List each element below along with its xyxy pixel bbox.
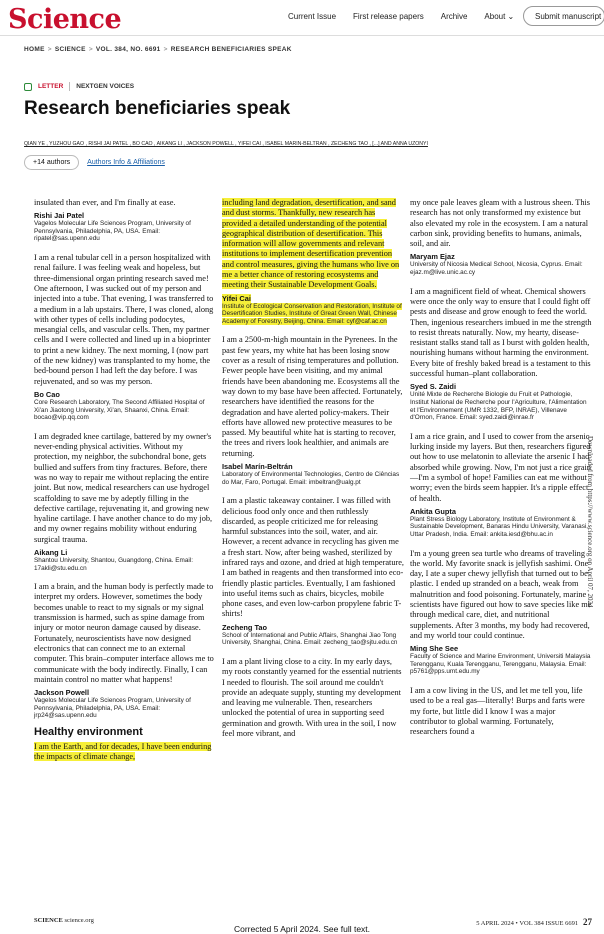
letter-text: I'm a young green sea turtle who dreams of traveling the world. My favorite snack is jellyfish sashimi. One day, I ate a super chewy jellyfish that turned out to be plastic. I ended up stranded on a beach, weak from malnutrition and food poisoning. Fortunately, marine scientists have figured out how to save species like me through medical care, diet, and nutritional supplements. After 3 months, my body had recovered, and my world tour could continue. bbox=[410, 548, 592, 640]
author-affiliation: Plant Stress Biology Laboratory, Institute of Environment & Sustainable Development, Banaras Hindu University, Varanasi, Uttar Pradesh, India. Email: ankita.iesd@bhu.ac.in bbox=[410, 515, 589, 538]
tag-divider bbox=[69, 82, 70, 91]
page-number: 27 bbox=[583, 917, 592, 927]
crumb-volume[interactable]: VOL. 384, NO. 6691 bbox=[95, 46, 161, 53]
letter-text: I am degraded knee cartilage, battered by my owner's never-ending physical activities. Without my protection, my neighbor, the subchondral bone, gets bullied and suffers from tiny fractures. Before, there was no way to repair me without replacing the entire joint. But now, medical researchers can use hydrogel scaffolding to save me by adeptly filling in the defective cartilage, rejuvenating it, and growing new hyaline cartilage. I have another chance to do my job, and my owner regains mobility without enduring surgical trauma. bbox=[34, 431, 213, 544]
author-name: Zecheng Tao bbox=[222, 622, 268, 632]
letter-text: I am a cow living in the US, and let me tell you, life used to be a real gas—literally! Burps and farts were my forte, but little did I know I was a major contributor to global warming. Fortunately, researchers found a bbox=[410, 686, 585, 737]
open-access-lock-icon bbox=[24, 83, 32, 91]
crumb-article: RESEARCH BENEFICIARIES SPEAK bbox=[170, 46, 292, 53]
author-name: Isabel Marín-Beltrán bbox=[222, 462, 293, 472]
science-logo[interactable]: Science bbox=[8, 4, 122, 35]
affiliations-link[interactable]: Authors Info & Affiliations bbox=[87, 159, 165, 166]
highlighted-text: including land degradation, desertification, and sand and dust storms. Thankfully, new research has provided a detailed understanding of the potential geographical distribution of desertification. This information will allow governments and relevant institutions to implement desertification prevention and control measures, giving the humans who live on me a better chance of restoring ecosystems and meeting their Sustainable Development Goals. bbox=[222, 198, 400, 290]
article-tags bbox=[24, 82, 134, 91]
highlighted-text: I am the Earth, and for decades, I have been enduring the impacts of climate change, bbox=[34, 741, 212, 762]
article-type: LETTER bbox=[38, 83, 64, 90]
author-name: Ankita Gupta bbox=[410, 506, 456, 516]
author-list[interactable]: QIAN YE , YUZHOU GAO , RISHI JAI PATEL , BO CAO , AIKANG LI , JACKSON POWELL , YIFEI CAI , ISABEL MARÍN-BELTRÁN , ZECHENG TAO , [...] AND ANNA UZONYI bbox=[24, 141, 428, 147]
nav-links bbox=[288, 12, 514, 21]
author-affiliation: Unité Mixte de Recherche Biologie du Fruit et Pathologie, Institut National de Recherche pour l'Agriculture, l'Alimentation et l'Environnement (UMR 1332, BFP, INRAE), Villenave d'Ornon, France. Email: syed.zaidi@inrae.fr bbox=[410, 391, 587, 422]
author-name: Rishi Jai Patel bbox=[34, 211, 85, 221]
page-title: Research beneficiaries speak bbox=[24, 98, 291, 119]
column-2 bbox=[222, 198, 404, 739]
nav-current-issue[interactable]: Current Issue bbox=[288, 12, 337, 21]
article-series[interactable]: NEXTGEN VOICES bbox=[76, 83, 135, 90]
author-name: Jackson Powell bbox=[34, 688, 90, 698]
top-nav bbox=[0, 0, 604, 36]
letter-text: I am a 2500-m-high mountain in the Pyrenees. In the past few years, my white hat has been losing snow cover as a result of rising temperatures and pollution. Fewer people have been visiting, and my animal friends have been abandoning me. Ecosystems all the way down to my base have been affected. Fortunately, researchers have identified the reasons for the degradation and have alerted policy-makers. Their efforts have allowed new protective measures to be passed. My beautiful white hat is starting to recover, the trees and rivers look healthier, and animals are returning. bbox=[222, 335, 403, 458]
section-heading: Healthy environment bbox=[34, 725, 143, 738]
breadcrumb: HOME > SCIENCE > VOL. 384, NO. 6691 > RESEARCH BENEFICIARIES SPEAK bbox=[24, 46, 292, 53]
author-affiliation: Vagelos Molecular Life Sciences Program, University of Pennsylvania, Philadelphia, PA, USA. Email: jrp24@sas.upenn.edu bbox=[34, 697, 191, 720]
crumb-science[interactable]: SCIENCE bbox=[54, 46, 86, 53]
author-affiliation: Vagelos Molecular Life Sciences Program, University of Pennsylvania, Philadelphia, PA, USA. Email: ripatel@sas.upenn.edu bbox=[34, 220, 191, 243]
column-1 bbox=[34, 198, 216, 763]
correction-notice: Corrected 5 April 2024. See full text. bbox=[233, 924, 371, 934]
author-controls bbox=[24, 155, 165, 170]
nav-archive[interactable]: Archive bbox=[440, 12, 468, 21]
letter-text: I am a plastic takeaway container. I was filled with delicious food only once and then ruthlessly discarded, as people criticized me for releasing harmful substances into the soil, water, and air. However, a recent advance in recycling has given me a fresh start. Now, after being washed, sterilized by infrared rays and ozone, and dried at high temperature, I am bathed in reagents and then transformed into eco-friendly plastic particles. Eventually, I am fashioned into useful items such as chairs, bicycles, mobile phone cases, and even low-carbon propylene fabric T-shirts! bbox=[222, 496, 404, 619]
author-affiliation: School of International and Public Affairs, Shanghai Jiao Tong University, Shanghai, China. Email: zecheng_tao@sjtu.edu.cn bbox=[222, 631, 398, 647]
author-name: Aikang Li bbox=[34, 547, 68, 557]
author-affiliation: Core Research Laboratory, The Second Affiliated Hospital of Xi'an Jiaotong University, Xi'an, Shaanxi, China. Email: bocao@vip.qq.com bbox=[34, 398, 205, 422]
footer-site: science.org bbox=[64, 917, 94, 924]
letter-text: I am a brain, and the human body is perfectly made to interpret my orders. However, sometimes the body becomes unable to react to my signals or my signal transmission is harmed, such as spine damage from injury or motor neuron damage caused by disease. Fortunately, neuroscientists have now designed electronics that can connect me to an external computer. This brain–computer interface allows me to communicate with the body indirectly. Finally, I can maintain control no matter what happens! bbox=[34, 582, 214, 684]
footer-date: 5 APRIL 2024 • VOL 384 ISSUE 6691 bbox=[476, 920, 579, 927]
nav-about[interactable]: About ⌄ bbox=[484, 12, 515, 21]
author-name: Yifei Cai bbox=[222, 293, 251, 303]
letter-text: I am a plant living close to a city. In my early days, my roots constantly yearned for the essential nutrients I needed to flourish. The soil around me couldn't provide an adequate supply, stunting my development and leaving me vulnerable. Then, researchers unlocked the potential of urea in supporting seed germination and growth. With urea in the soil, I now feel more vibrant, and bbox=[222, 656, 402, 739]
letter-text: I am a magnificent field of wheat. Chemical showers were once the only way to ensure that I could fight off pests and disease and grow enough to feed the world. Then, ingenious researchers imbued in me the strength to resist threats naturally. Now, my hearty, disease-resistant stalks stand tall as I burst with golden health, nourishing humans without harming the environment. Every bite of freshly baked bread is a testament to this successful human–plant collaboration. bbox=[410, 286, 592, 379]
letter-text: I am a renal tubular cell in a person hospitalized with renal failure. I was feeling weak and hopeless, but three-dimensional organ printing research saved me! One afternoon, I was sucked out of my person and injected into a tube. That evening, I was transferred to a medium in a lab upstairs. There, I was cloned, along with other types of cells including podocytes, mesangial cells, and vascular cells. Then, my partner cells and I were collected and lined up in a bioprinter to print a new kidney. The next morning, I (now part of the new kidney) was transplanted to my home, the bed-bound person I had left the day before. I was rejuvenated, and so was my person. bbox=[34, 253, 214, 386]
author-affiliation: Laboratory of Environmental Technologies, Centro de Ciências do Mar, Faro, Portugal. Email: imbeltran@ualg.pt bbox=[222, 471, 400, 486]
more-authors-button[interactable]: +14 authors bbox=[24, 155, 79, 170]
letter-text: insulated than ever, and I'm finally at ease. bbox=[34, 198, 176, 207]
letter-text: my once pale leaves gleam with a lustrous sheen. This research has not only transformed my existence but also elevated my role in the ecosystem. I am a natural carbon sink, providing benefits to humans, animals, soil, and air. bbox=[410, 198, 591, 249]
author-affiliation: University of Nicosia Medical School, Nicosia, Cyprus. Email: ejaz.m@live.unic.ac.cy bbox=[410, 261, 583, 277]
footer-journal: SCIENCE bbox=[34, 917, 63, 924]
submit-manuscript-button[interactable]: Submit manuscript bbox=[523, 6, 604, 26]
crumb-home[interactable]: HOME bbox=[24, 46, 45, 53]
author-affiliation: Faculty of Science and Marine Environment, Universiti Malaysia Terengganu, Kuala Terengganu, Terengganu, Malaysia. Email: p5761@pps.umt.edu.my bbox=[410, 653, 591, 676]
author-name: Syed S. Zaidi bbox=[410, 382, 457, 392]
author-name: Maryam Ejaz bbox=[410, 252, 455, 262]
author-name: Ming She See bbox=[410, 644, 459, 654]
column-3 bbox=[410, 198, 592, 738]
letter-text: I am a rice grain, and I used to cower from the arsenic lurking inside my layers. But then, researchers figured out how to use melatonin to alleviate the arsenic I had absorbed while growing. Now, I'm not just a rice grain—I'm a symbol of hope! Families can eat me without worry; even the birds seem happier. It's a ripple effect of health. bbox=[410, 431, 591, 503]
author-name: Bo Cao bbox=[34, 389, 60, 399]
author-affiliation: Shantou University, Shantou, Guangdong, China. Email: 17akli@stu.edu.cn bbox=[34, 556, 194, 572]
download-watermark: Downloaded from https://www.science.org on April 07, 2024 bbox=[586, 436, 594, 608]
author-affiliation: Institute of Ecological Conservation and Restoration, Institute of Desertification Studies, Institute of Great Green Wall, Chinese Academy of Forestry, Beijing, China. Email: cyf@caf.ac.cn bbox=[222, 302, 402, 325]
nav-first-release[interactable]: First release papers bbox=[353, 12, 424, 21]
